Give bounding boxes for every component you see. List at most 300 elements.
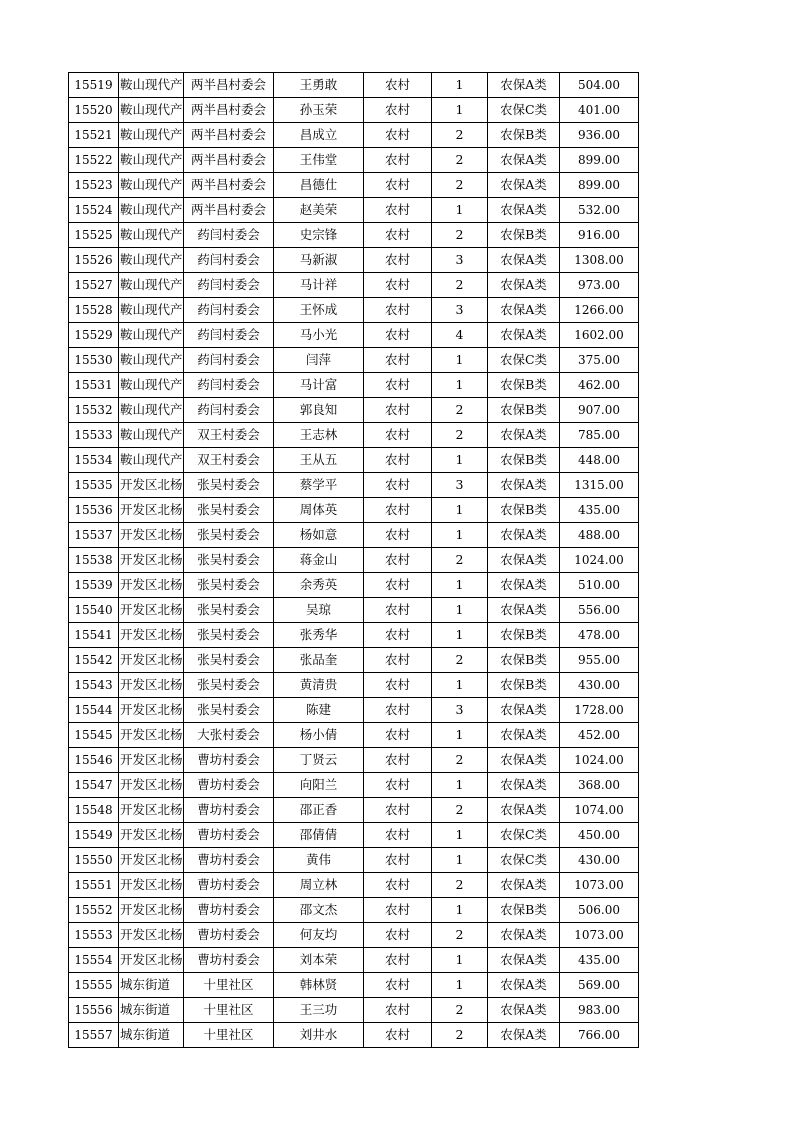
person-name-cell: 蒋金山 — [274, 548, 364, 573]
table-row — [69, 248, 639, 273]
amount-cell: 1308.00 — [560, 248, 639, 273]
member-count-cell: 1 — [432, 98, 488, 123]
table-row — [69, 298, 639, 323]
member-count-cell: 1 — [432, 948, 488, 973]
village-committee-cell: 张吴村委会 — [184, 698, 274, 723]
amount-cell: 907.00 — [560, 398, 639, 423]
insurance-category-cell: 农保B类 — [488, 898, 560, 923]
amount-cell: 556.00 — [560, 598, 639, 623]
amount-cell: 936.00 — [560, 123, 639, 148]
table-row — [69, 173, 639, 198]
household-type-cell: 农村 — [364, 773, 432, 798]
town-name-cell: 开发区北杨 — [119, 673, 184, 698]
household-type-cell: 农村 — [364, 198, 432, 223]
person-name-cell: 丁贤云 — [274, 748, 364, 773]
record-id-cell: 15543 — [69, 673, 119, 698]
amount-cell: 532.00 — [560, 198, 639, 223]
amount-cell: 401.00 — [560, 98, 639, 123]
household-type-cell: 农村 — [364, 673, 432, 698]
person-name-cell: 刘井水 — [274, 1023, 364, 1048]
household-type-cell: 农村 — [364, 948, 432, 973]
insurance-category-cell: 农保B类 — [488, 373, 560, 398]
town-name-cell: 开发区北杨 — [119, 823, 184, 848]
village-committee-cell: 十里社区 — [184, 1023, 274, 1048]
table-row — [69, 998, 639, 1023]
person-name-cell: 王勇敢 — [274, 73, 364, 98]
table-row — [69, 123, 639, 148]
person-name-cell: 马计富 — [274, 373, 364, 398]
record-id-cell: 15546 — [69, 748, 119, 773]
village-committee-cell: 药闫村委会 — [184, 323, 274, 348]
insurance-category-cell: 农保B类 — [488, 223, 560, 248]
person-name-cell: 周立林 — [274, 873, 364, 898]
village-committee-cell: 张吴村委会 — [184, 648, 274, 673]
member-count-cell: 2 — [432, 748, 488, 773]
household-type-cell: 农村 — [364, 898, 432, 923]
member-count-cell: 1 — [432, 573, 488, 598]
village-committee-cell: 曹坊村委会 — [184, 923, 274, 948]
table-row — [69, 473, 639, 498]
town-name-cell: 鞍山现代产 — [119, 323, 184, 348]
town-name-cell: 鞍山现代产 — [119, 73, 184, 98]
record-id-cell: 15539 — [69, 573, 119, 598]
household-type-cell: 农村 — [364, 998, 432, 1023]
member-count-cell: 3 — [432, 298, 488, 323]
table-row — [69, 623, 639, 648]
person-name-cell: 杨小倩 — [274, 723, 364, 748]
town-name-cell: 开发区北杨 — [119, 748, 184, 773]
household-type-cell: 农村 — [364, 248, 432, 273]
record-id-cell: 15523 — [69, 173, 119, 198]
record-id-cell: 15538 — [69, 548, 119, 573]
person-name-cell: 杨如意 — [274, 523, 364, 548]
record-id-cell: 15519 — [69, 73, 119, 98]
record-id-cell: 15540 — [69, 598, 119, 623]
amount-cell: 973.00 — [560, 273, 639, 298]
insurance-category-cell: 农保A类 — [488, 198, 560, 223]
village-committee-cell: 张吴村委会 — [184, 523, 274, 548]
record-id-cell: 15554 — [69, 948, 119, 973]
table-row — [69, 1023, 639, 1048]
household-type-cell: 农村 — [364, 598, 432, 623]
amount-cell: 488.00 — [560, 523, 639, 548]
record-id-cell: 15545 — [69, 723, 119, 748]
insurance-category-cell: 农保B类 — [488, 648, 560, 673]
member-count-cell: 2 — [432, 923, 488, 948]
record-id-cell: 15527 — [69, 273, 119, 298]
household-type-cell: 农村 — [364, 873, 432, 898]
record-id-cell: 15548 — [69, 798, 119, 823]
household-type-cell: 农村 — [364, 323, 432, 348]
town-name-cell: 开发区北杨 — [119, 773, 184, 798]
insurance-category-cell: 农保A类 — [488, 698, 560, 723]
member-count-cell: 2 — [432, 1023, 488, 1048]
insurance-category-cell: 农保C类 — [488, 98, 560, 123]
table-row — [69, 73, 639, 98]
record-id-cell: 15544 — [69, 698, 119, 723]
village-committee-cell: 曹坊村委会 — [184, 948, 274, 973]
person-name-cell: 昌成立 — [274, 123, 364, 148]
town-name-cell: 鞍山现代产 — [119, 198, 184, 223]
insurance-category-cell: 农保B类 — [488, 498, 560, 523]
amount-cell: 1073.00 — [560, 923, 639, 948]
table-row — [69, 648, 639, 673]
record-id-cell: 15556 — [69, 998, 119, 1023]
member-count-cell: 1 — [432, 848, 488, 873]
person-name-cell: 王怀成 — [274, 298, 364, 323]
member-count-cell: 1 — [432, 598, 488, 623]
insurance-category-cell: 农保B类 — [488, 448, 560, 473]
insurance-category-cell: 农保A类 — [488, 523, 560, 548]
table-row — [69, 273, 639, 298]
insurance-category-cell: 农保A类 — [488, 148, 560, 173]
person-name-cell: 王志林 — [274, 423, 364, 448]
record-id-cell: 15557 — [69, 1023, 119, 1048]
record-id-cell: 15550 — [69, 848, 119, 873]
record-id-cell: 15528 — [69, 298, 119, 323]
household-type-cell: 农村 — [364, 748, 432, 773]
table-row — [69, 798, 639, 823]
insurance-category-cell: 农保A类 — [488, 573, 560, 598]
person-name-cell: 邵正香 — [274, 798, 364, 823]
household-type-cell: 农村 — [364, 923, 432, 948]
records-table — [68, 72, 639, 1048]
town-name-cell: 开发区北杨 — [119, 598, 184, 623]
member-count-cell: 2 — [432, 173, 488, 198]
amount-cell: 504.00 — [560, 73, 639, 98]
village-committee-cell: 两半昌村委会 — [184, 173, 274, 198]
village-committee-cell: 张吴村委会 — [184, 623, 274, 648]
person-name-cell: 蔡学平 — [274, 473, 364, 498]
record-id-cell: 15537 — [69, 523, 119, 548]
member-count-cell: 2 — [432, 423, 488, 448]
village-committee-cell: 张吴村委会 — [184, 573, 274, 598]
amount-cell: 1315.00 — [560, 473, 639, 498]
member-count-cell: 2 — [432, 798, 488, 823]
insurance-category-cell: 农保A类 — [488, 248, 560, 273]
table-row — [69, 748, 639, 773]
household-type-cell: 农村 — [364, 648, 432, 673]
table-row — [69, 323, 639, 348]
village-committee-cell: 药闫村委会 — [184, 373, 274, 398]
member-count-cell: 1 — [432, 73, 488, 98]
household-type-cell: 农村 — [364, 223, 432, 248]
table-row — [69, 548, 639, 573]
household-type-cell: 农村 — [364, 373, 432, 398]
insurance-category-cell: 农保A类 — [488, 473, 560, 498]
amount-cell: 899.00 — [560, 173, 639, 198]
amount-cell: 462.00 — [560, 373, 639, 398]
member-count-cell: 1 — [432, 198, 488, 223]
town-name-cell: 鞍山现代产 — [119, 273, 184, 298]
person-name-cell: 韩林贤 — [274, 973, 364, 998]
record-id-cell: 15526 — [69, 248, 119, 273]
village-committee-cell: 曹坊村委会 — [184, 748, 274, 773]
household-type-cell: 农村 — [364, 298, 432, 323]
table-row — [69, 523, 639, 548]
town-name-cell: 鞍山现代产 — [119, 123, 184, 148]
record-id-cell: 15530 — [69, 348, 119, 373]
amount-cell: 916.00 — [560, 223, 639, 248]
amount-cell: 1602.00 — [560, 323, 639, 348]
insurance-category-cell: 农保A类 — [488, 773, 560, 798]
village-committee-cell: 张吴村委会 — [184, 548, 274, 573]
member-count-cell: 1 — [432, 723, 488, 748]
insurance-category-cell: 农保C类 — [488, 348, 560, 373]
insurance-category-cell: 农保A类 — [488, 548, 560, 573]
person-name-cell: 余秀英 — [274, 573, 364, 598]
member-count-cell: 1 — [432, 348, 488, 373]
table-row — [69, 698, 639, 723]
member-count-cell: 2 — [432, 648, 488, 673]
record-id-cell: 15531 — [69, 373, 119, 398]
person-name-cell: 刘本荣 — [274, 948, 364, 973]
person-name-cell: 马新淑 — [274, 248, 364, 273]
household-type-cell: 农村 — [364, 98, 432, 123]
record-id-cell: 15534 — [69, 448, 119, 473]
village-committee-cell: 药闫村委会 — [184, 298, 274, 323]
person-name-cell: 邵倩倩 — [274, 823, 364, 848]
table-row — [69, 423, 639, 448]
amount-cell: 569.00 — [560, 973, 639, 998]
table-row — [69, 148, 639, 173]
amount-cell: 448.00 — [560, 448, 639, 473]
person-name-cell: 周体英 — [274, 498, 364, 523]
amount-cell: 478.00 — [560, 623, 639, 648]
town-name-cell: 城东街道 — [119, 1023, 184, 1048]
household-type-cell: 农村 — [364, 848, 432, 873]
town-name-cell: 鞍山现代产 — [119, 248, 184, 273]
town-name-cell: 鞍山现代产 — [119, 448, 184, 473]
town-name-cell: 开发区北杨 — [119, 923, 184, 948]
insurance-category-cell: 农保A类 — [488, 298, 560, 323]
person-name-cell: 黄清贵 — [274, 673, 364, 698]
person-name-cell: 赵美荣 — [274, 198, 364, 223]
village-committee-cell: 药闫村委会 — [184, 248, 274, 273]
town-name-cell: 鞍山现代产 — [119, 98, 184, 123]
insurance-category-cell: 农保A类 — [488, 748, 560, 773]
household-type-cell: 农村 — [364, 498, 432, 523]
insurance-category-cell: 农保A类 — [488, 323, 560, 348]
insurance-category-cell: 农保A类 — [488, 948, 560, 973]
household-type-cell: 农村 — [364, 173, 432, 198]
town-name-cell: 鞍山现代产 — [119, 423, 184, 448]
village-committee-cell: 两半昌村委会 — [184, 98, 274, 123]
town-name-cell: 鞍山现代产 — [119, 398, 184, 423]
household-type-cell: 农村 — [364, 698, 432, 723]
insurance-category-cell: 农保B类 — [488, 673, 560, 698]
insurance-category-cell: 农保A类 — [488, 173, 560, 198]
town-name-cell: 鞍山现代产 — [119, 173, 184, 198]
member-count-cell: 3 — [432, 698, 488, 723]
household-type-cell: 农村 — [364, 148, 432, 173]
village-committee-cell: 张吴村委会 — [184, 498, 274, 523]
village-committee-cell: 曹坊村委会 — [184, 898, 274, 923]
member-count-cell: 3 — [432, 473, 488, 498]
amount-cell: 1073.00 — [560, 873, 639, 898]
table-row — [69, 848, 639, 873]
table-row — [69, 573, 639, 598]
town-name-cell: 开发区北杨 — [119, 498, 184, 523]
person-name-cell: 陈建 — [274, 698, 364, 723]
insurance-category-cell: 农保A类 — [488, 798, 560, 823]
member-count-cell: 2 — [432, 123, 488, 148]
village-committee-cell: 曹坊村委会 — [184, 873, 274, 898]
insurance-category-cell: 农保A类 — [488, 423, 560, 448]
village-committee-cell: 双王村委会 — [184, 448, 274, 473]
town-name-cell: 开发区北杨 — [119, 473, 184, 498]
table-row — [69, 948, 639, 973]
household-type-cell: 农村 — [364, 273, 432, 298]
town-name-cell: 开发区北杨 — [119, 723, 184, 748]
person-name-cell: 王三功 — [274, 998, 364, 1023]
amount-cell: 983.00 — [560, 998, 639, 1023]
amount-cell: 899.00 — [560, 148, 639, 173]
table-row — [69, 898, 639, 923]
member-count-cell: 1 — [432, 448, 488, 473]
town-name-cell: 鞍山现代产 — [119, 373, 184, 398]
town-name-cell: 鞍山现代产 — [119, 348, 184, 373]
member-count-cell: 1 — [432, 623, 488, 648]
table-row — [69, 823, 639, 848]
table-row — [69, 373, 639, 398]
village-committee-cell: 十里社区 — [184, 998, 274, 1023]
table-row — [69, 598, 639, 623]
insurance-category-cell: 农保B类 — [488, 398, 560, 423]
village-committee-cell: 双王村委会 — [184, 423, 274, 448]
person-name-cell: 昌德仕 — [274, 173, 364, 198]
town-name-cell: 开发区北杨 — [119, 948, 184, 973]
insurance-category-cell: 农保A类 — [488, 1023, 560, 1048]
person-name-cell: 王伟堂 — [274, 148, 364, 173]
amount-cell: 1728.00 — [560, 698, 639, 723]
record-id-cell: 15535 — [69, 473, 119, 498]
town-name-cell: 开发区北杨 — [119, 623, 184, 648]
record-id-cell: 15520 — [69, 98, 119, 123]
person-name-cell: 孙玉荣 — [274, 98, 364, 123]
record-id-cell: 15553 — [69, 923, 119, 948]
household-type-cell: 农村 — [364, 823, 432, 848]
person-name-cell: 马小光 — [274, 323, 364, 348]
member-count-cell: 1 — [432, 973, 488, 998]
table-row — [69, 223, 639, 248]
household-type-cell: 农村 — [364, 798, 432, 823]
household-type-cell: 农村 — [364, 423, 432, 448]
amount-cell: 955.00 — [560, 648, 639, 673]
person-name-cell: 张秀华 — [274, 623, 364, 648]
town-name-cell: 开发区北杨 — [119, 798, 184, 823]
record-id-cell: 15552 — [69, 898, 119, 923]
village-committee-cell: 十里社区 — [184, 973, 274, 998]
amount-cell: 368.00 — [560, 773, 639, 798]
member-count-cell: 1 — [432, 373, 488, 398]
household-type-cell: 农村 — [364, 448, 432, 473]
amount-cell: 1266.00 — [560, 298, 639, 323]
town-name-cell: 开发区北杨 — [119, 648, 184, 673]
insurance-category-cell: 农保B类 — [488, 123, 560, 148]
village-committee-cell: 两半昌村委会 — [184, 148, 274, 173]
insurance-category-cell: 农保A类 — [488, 273, 560, 298]
person-name-cell: 张品奎 — [274, 648, 364, 673]
household-type-cell: 农村 — [364, 473, 432, 498]
member-count-cell: 1 — [432, 823, 488, 848]
record-id-cell: 15549 — [69, 823, 119, 848]
town-name-cell: 鞍山现代产 — [119, 298, 184, 323]
insurance-category-cell: 农保C类 — [488, 823, 560, 848]
member-count-cell: 2 — [432, 398, 488, 423]
member-count-cell: 4 — [432, 323, 488, 348]
household-type-cell: 农村 — [364, 523, 432, 548]
insurance-category-cell: 农保A类 — [488, 598, 560, 623]
insurance-category-cell: 农保A类 — [488, 998, 560, 1023]
record-id-cell: 15536 — [69, 498, 119, 523]
insurance-category-cell: 农保A类 — [488, 723, 560, 748]
table-row — [69, 723, 639, 748]
town-name-cell: 鞍山现代产 — [119, 223, 184, 248]
village-committee-cell: 两半昌村委会 — [184, 123, 274, 148]
table-row — [69, 873, 639, 898]
household-type-cell: 农村 — [364, 573, 432, 598]
member-count-cell: 2 — [432, 873, 488, 898]
town-name-cell: 开发区北杨 — [119, 848, 184, 873]
town-name-cell: 开发区北杨 — [119, 698, 184, 723]
village-committee-cell: 大张村委会 — [184, 723, 274, 748]
household-type-cell: 农村 — [364, 123, 432, 148]
village-committee-cell: 药闫村委会 — [184, 348, 274, 373]
village-committee-cell: 曹坊村委会 — [184, 773, 274, 798]
amount-cell: 510.00 — [560, 573, 639, 598]
household-type-cell: 农村 — [364, 623, 432, 648]
town-name-cell: 开发区北杨 — [119, 573, 184, 598]
insurance-category-cell: 农保A类 — [488, 873, 560, 898]
village-committee-cell: 药闫村委会 — [184, 398, 274, 423]
village-committee-cell: 张吴村委会 — [184, 598, 274, 623]
amount-cell: 785.00 — [560, 423, 639, 448]
household-type-cell: 农村 — [364, 1023, 432, 1048]
amount-cell: 1024.00 — [560, 748, 639, 773]
town-name-cell: 城东街道 — [119, 998, 184, 1023]
household-type-cell: 农村 — [364, 348, 432, 373]
town-name-cell: 开发区北杨 — [119, 523, 184, 548]
village-committee-cell: 药闫村委会 — [184, 223, 274, 248]
insurance-category-cell: 农保A类 — [488, 973, 560, 998]
record-id-cell: 15532 — [69, 398, 119, 423]
record-id-cell: 15521 — [69, 123, 119, 148]
insurance-category-cell: 农保C类 — [488, 848, 560, 873]
person-name-cell: 史宗锋 — [274, 223, 364, 248]
amount-cell: 1074.00 — [560, 798, 639, 823]
household-type-cell: 农村 — [364, 548, 432, 573]
table-row — [69, 673, 639, 698]
insurance-category-cell: 农保A类 — [488, 923, 560, 948]
record-id-cell: 15555 — [69, 973, 119, 998]
town-name-cell: 鞍山现代产 — [119, 148, 184, 173]
village-committee-cell: 曹坊村委会 — [184, 823, 274, 848]
table-row — [69, 98, 639, 123]
village-committee-cell: 曹坊村委会 — [184, 798, 274, 823]
town-name-cell: 城东街道 — [119, 973, 184, 998]
village-committee-cell: 两半昌村委会 — [184, 73, 274, 98]
record-id-cell: 15541 — [69, 623, 119, 648]
household-type-cell: 农村 — [364, 723, 432, 748]
person-name-cell: 向阳兰 — [274, 773, 364, 798]
village-committee-cell: 张吴村委会 — [184, 473, 274, 498]
table-row — [69, 398, 639, 423]
member-count-cell: 1 — [432, 898, 488, 923]
amount-cell: 375.00 — [560, 348, 639, 373]
table-row — [69, 448, 639, 473]
household-type-cell: 农村 — [364, 398, 432, 423]
